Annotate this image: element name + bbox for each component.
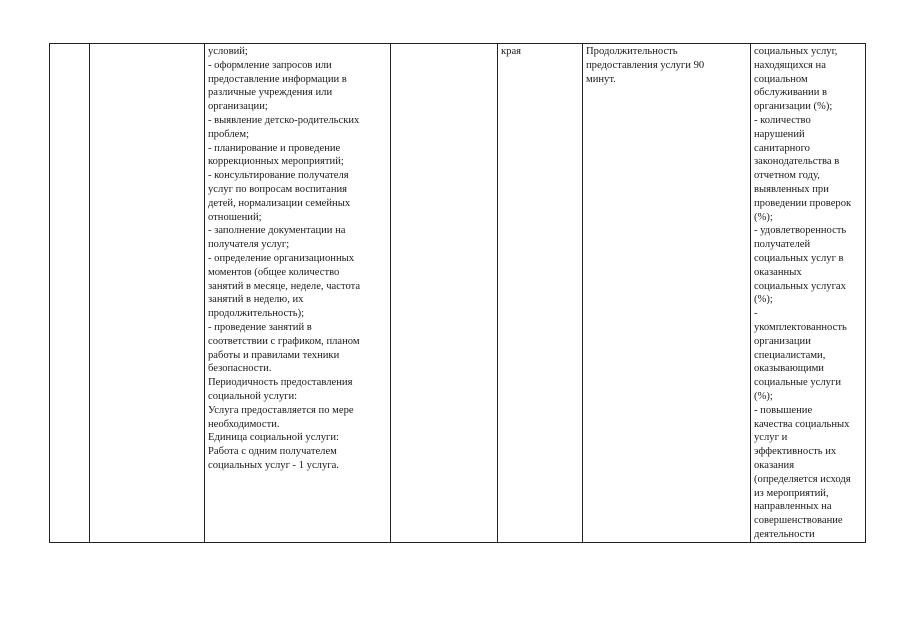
cell-duration	[583, 44, 751, 543]
text-line: детей, нормализации семейных	[208, 197, 351, 209]
text-line: предоставление информации в	[208, 73, 347, 85]
text-line: из мероприятий,	[754, 487, 829, 499]
text-line: направленных на	[754, 501, 832, 513]
duration-text	[586, 45, 747, 86]
text-line: продолжительность);	[208, 308, 305, 320]
text-line: санитарного	[754, 142, 810, 154]
text-line: - выявление детско-родительских	[208, 114, 360, 126]
text-line: - заполнение документации на	[208, 225, 346, 237]
cell-quality-indicators	[751, 44, 866, 543]
text-line: оказывающими	[754, 363, 824, 375]
text-line: коррекционных мероприятий;	[208, 156, 344, 168]
cell-empty	[391, 44, 498, 543]
text-line: деятельности	[754, 528, 815, 540]
text-line: Услуга предоставляется по мере	[208, 404, 354, 416]
text-line: находящихся на	[754, 59, 826, 71]
text-line: отношений;	[208, 211, 262, 223]
text-line: необходимости.	[208, 418, 280, 430]
text-line: - проведение занятий в	[208, 321, 312, 333]
quality-indicators-text	[754, 45, 862, 542]
text-line: минут.	[586, 73, 616, 85]
text-line: социальных услугах	[754, 280, 846, 292]
text-line: нарушений	[754, 128, 805, 140]
cell-number	[50, 44, 90, 543]
text-line: Единица социальной услуги:	[208, 432, 339, 444]
text-line: выявленных при	[754, 183, 829, 195]
text-line: социальных услуг - 1 услуга.	[208, 459, 339, 471]
text-line: эффективность их	[754, 446, 837, 458]
text-line: специалистами,	[754, 349, 826, 361]
text-line: предоставления услуги 90	[586, 59, 705, 71]
table-row	[50, 44, 866, 543]
text-line: (%);	[754, 294, 773, 306]
text-line: - определение организационных	[208, 252, 355, 264]
text-line: отчетном году,	[754, 170, 820, 182]
cell-service-description	[205, 44, 391, 543]
text-line: получателей	[754, 239, 811, 251]
text-line: - оформление запросов или	[208, 59, 332, 71]
text-line: оказанных	[754, 266, 802, 278]
text-line: совершенствование	[754, 515, 843, 527]
text-line: укомплектованность	[754, 321, 847, 333]
text-line: социальной услуги:	[208, 390, 298, 402]
text-line: организации;	[208, 101, 268, 113]
text-line: Продолжительность	[586, 46, 678, 57]
cell-region	[498, 44, 583, 543]
text-line: услуг и	[754, 432, 788, 444]
text-line: работы и правилами техники	[208, 349, 340, 361]
text-line: занятий в неделю, их	[208, 294, 304, 306]
text-line: оказания	[754, 459, 795, 471]
text-line: услуг по вопросам воспитания	[208, 183, 348, 195]
text-line: - планирование и проведение	[208, 142, 341, 154]
text-line: (%);	[754, 390, 773, 402]
text-line: безопасности.	[208, 363, 272, 375]
service-description-text	[208, 45, 387, 473]
text-line: моментов (общее количество	[208, 266, 340, 278]
text-line: (%);	[754, 211, 773, 223]
text-line: Работа с одним получателем	[208, 446, 337, 458]
text-line: проблем;	[208, 128, 250, 140]
text-line: социальных услуг,	[754, 46, 838, 57]
text-line: качества социальных	[754, 418, 850, 430]
text-line: (определяется исходя	[754, 473, 851, 485]
cell-service-name	[90, 44, 205, 543]
text-line: организации	[754, 335, 811, 347]
text-line: занятий в месяце, неделе, частота	[208, 280, 361, 292]
text-line: обслуживании в	[754, 87, 828, 99]
text-line: условий;	[208, 46, 248, 57]
text-line: социальные услуги	[754, 377, 841, 389]
text-line: - удовлетворенность	[754, 225, 847, 237]
text-line: социальных услуг в	[754, 252, 844, 264]
text-line: законодательства в	[754, 156, 840, 168]
text-line: соответствии с графиком, планом	[208, 335, 360, 347]
text-line: проведении проверок	[754, 197, 852, 209]
text-line: Периодичность предоставления	[208, 377, 353, 389]
services-table	[49, 43, 866, 543]
text-line: - консультирование получателя	[208, 170, 349, 182]
text-line: -	[754, 308, 758, 320]
text-line: различные учреждения или	[208, 87, 333, 99]
text-line: социальном	[754, 73, 808, 85]
text-line: - повышение	[754, 404, 813, 416]
text-line: получателя услуг;	[208, 239, 290, 251]
region-text: края	[501, 46, 522, 57]
text-line: организации (%);	[754, 101, 833, 113]
text-line: - количество	[754, 114, 811, 126]
